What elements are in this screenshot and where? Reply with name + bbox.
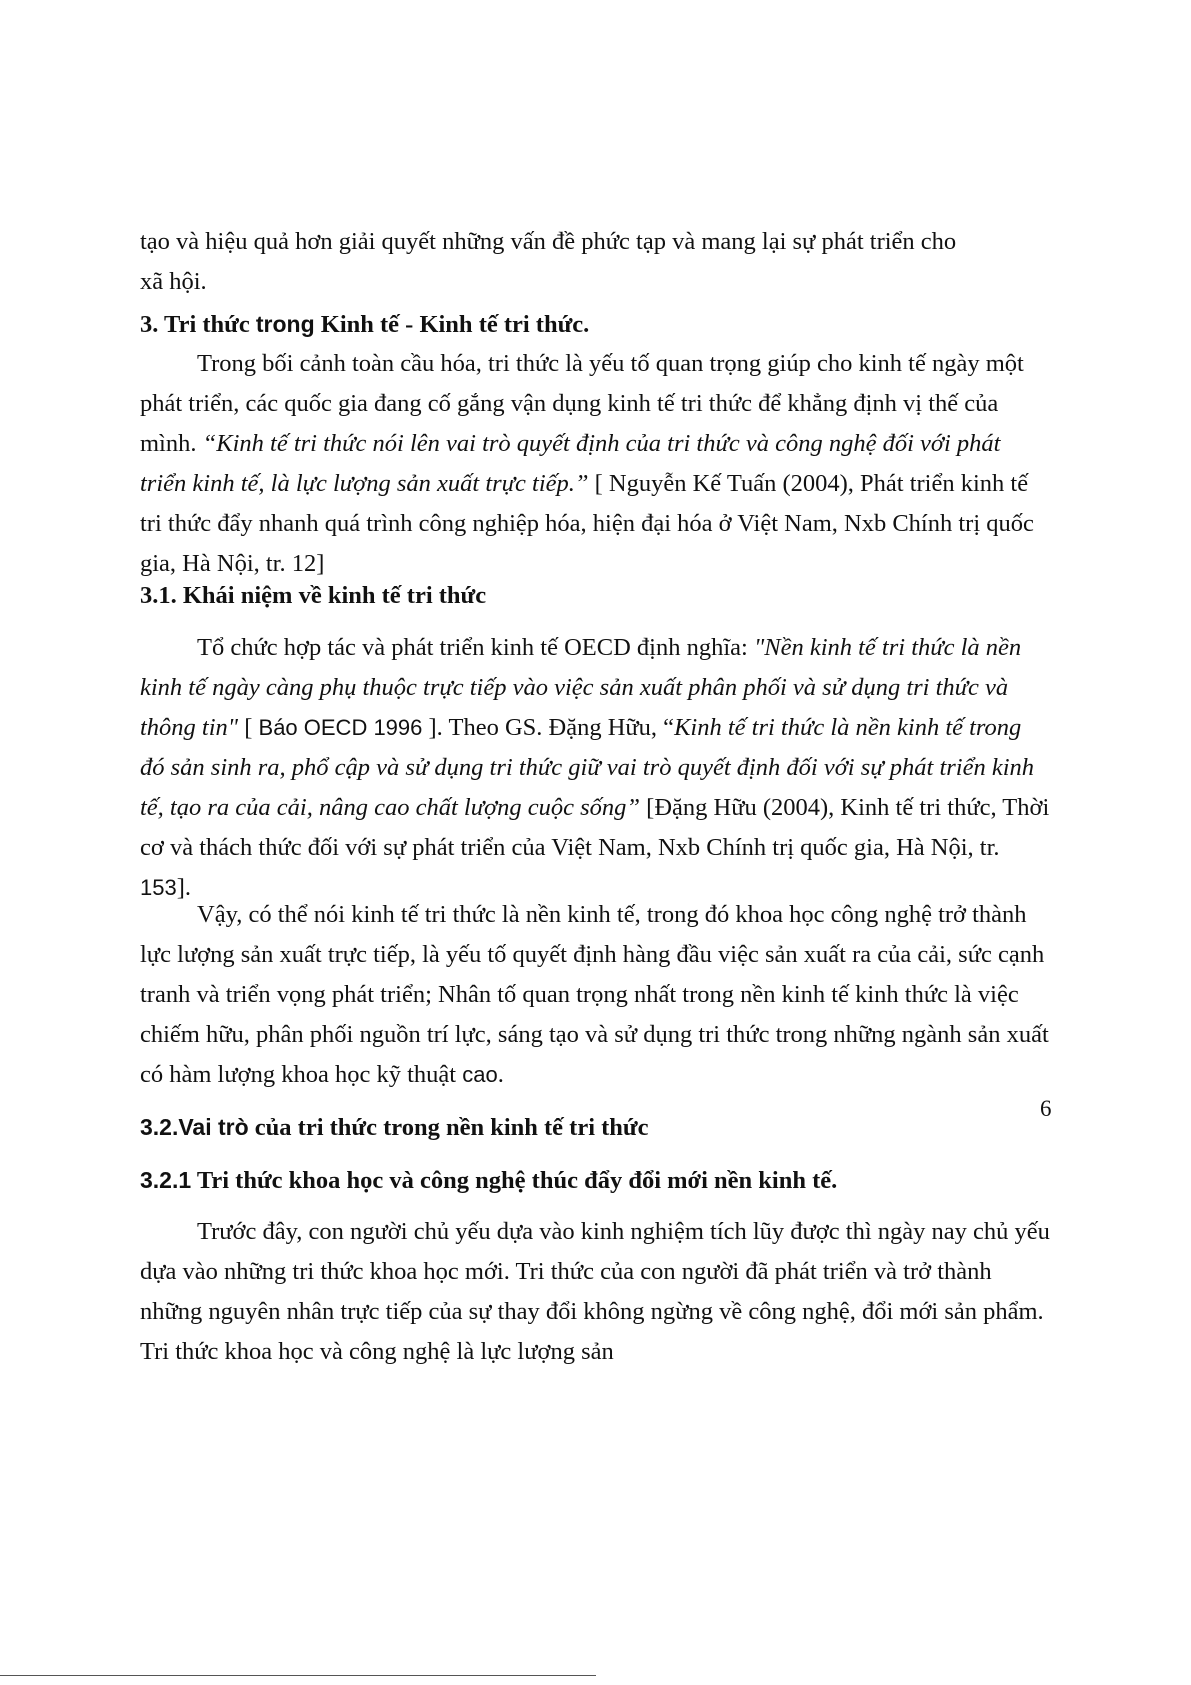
footer-divider — [0, 1675, 596, 1676]
section-3-1-heading: 3.1. Khái niệm về kinh tế tri thức — [140, 582, 487, 609]
quote-dang-huu: Kinh tế tri thức là nền kinh tế trong đó sản sinh ra, phổ cập và sử dụng tri thức giữ vai trò quyết định đối với sự phát triển kinh tế, tạo ra của cải, nâng cao chất lượng cuộc sống” — [140, 714, 1035, 821]
section-3-2-1-paragraph: Trước đây, con người chủ yếu dựa vào kinh nghiệm tích lũy được thì ngày nay chủ yếu dựa vào những tri thức khoa học mới. Tri thức của con người đã phát triển và trở thành những nguyên nhân trực tiếp của sự thay đổi không ngừng về công nghệ, đổi mới sản phẩm. Tri thức khoa học và công nghệ là lực lượng sản — [140, 1218, 1050, 1365]
citation-oecd: Báo OECD 1996 — [258, 715, 423, 740]
section-3-heading: 3. Tri thức trong Kinh tế - Kinh tế tri thức. — [140, 311, 590, 338]
page-number: 6 — [1040, 1096, 1052, 1121]
citation-dang-huu: [Đặng Hữu (2004), Kinh tế tri thức, Thời cơ và thách thức đối với sự phát triển của Việt Nam, Nxb Chính trị quốc gia, Hà Nội, tr. — [140, 794, 1050, 861]
quote-kinh-te-tri-thuc: “Kinh tế tri thức nói lên vai trò quyết định của tri thức và công nghệ đối với phát triển kinh tế, là lực lượng sản xuất trực tiếp.” — [140, 430, 1001, 497]
citation-nguyen-ke-tuan: [ Nguyễn Kế Tuấn (2004), Phát triển kinh tế tri thức đẩy nhanh quá trình công nghiệp hóa, hiện đại hóa ở Việt Nam, Nxb Chính trị quốc gia, Hà Nội, tr. 12] — [140, 470, 1034, 577]
section-3-2-heading: 3.2.Vai trò của tri thức trong nền kinh tế tri thức — [140, 1114, 649, 1141]
quote-oecd-definition: "Nền kinh tế tri thức là nền kinh tế ngày càng phụ thuộc trực tiếp vào việc sản xuất phân phối và sử dụng tri thức và thông tin" — [140, 634, 1022, 741]
section-3-2-1-heading: 3.2.1 Tri thức khoa học và công nghệ thúc đẩy đổi mới nền kinh tế. — [140, 1167, 838, 1194]
continuation-line-1: tạo và hiệu quả hơn giải quyết những vấn đề phức tạp và mang lại sự phát triển cho — [140, 228, 957, 255]
continuation-paragraph — [140, 222, 1050, 302]
continuation-line-2: xã hội. — [140, 268, 207, 295]
section-3-1-paragraph: Tổ chức hợp tác và phát triển kinh tế OECD định nghĩa: "Nền kinh tế tri thức là nền kinh tế ngày càng phụ thuộc trực tiếp vào việc sản xuất phân phối và sử dụng tri thức và thông tin" [ Báo OECD 1996 ]. Theo GS. Đặng Hữu, “Kinh tế tri thức là nền kinh tế trong đó sản sinh ra, phổ cập và sử dụng tri thức giữ vai trò quyết định đối với sự phát triển kinh tế, tạo ra của cải, nâng cao chất lượng cuộc sống” [Đặng Hữu (2004), Kinh tế tri thức, Thời cơ và thách thức đối với sự phát triển của Việt Nam, Nxb Chính trị quốc gia, Hà Nội, tr. 153]. — [140, 634, 1050, 901]
section-3-1-conclusion-paragraph: Vậy, có thể nói kinh tế tri thức là nền kinh tế, trong đó khoa học công nghệ trở thành lực lượng sản xuất trực tiếp, là yếu tố quyết định hàng đầu việc sản xuất ra của cải, sức cạnh tranh và triển vọng phát triển; Nhân tố quan trọng nhất trong nền kinh tế kinh thức là việc chiếm hữu, phân phối nguồn trí lực, sáng tạo và sử dụng tri thức trong những ngành sản xuất có hàm lượng khoa học kỹ thuật cao. — [140, 901, 1049, 1088]
section-3-paragraph: Trong bối cảnh toàn cầu hóa, tri thức là yếu tố quan trọng giúp cho kinh tế ngày một phát triển, các quốc gia đang cố gắng vận dụng kinh tế tri thức để khẳng định vị thế của mình. “Kinh tế tri thức nói lên vai trò quyết định của tri thức và công nghệ đối với phát triển kinh tế, là lực lượng sản xuất trực tiếp.” [ Nguyễn Kế Tuấn (2004), Phát triển kinh tế tri thức đẩy nhanh quá trình công nghiệp hóa, hiện đại hóa ở Việt Nam, Nxb Chính trị quốc gia, Hà Nội, tr. 12] — [140, 350, 1034, 577]
